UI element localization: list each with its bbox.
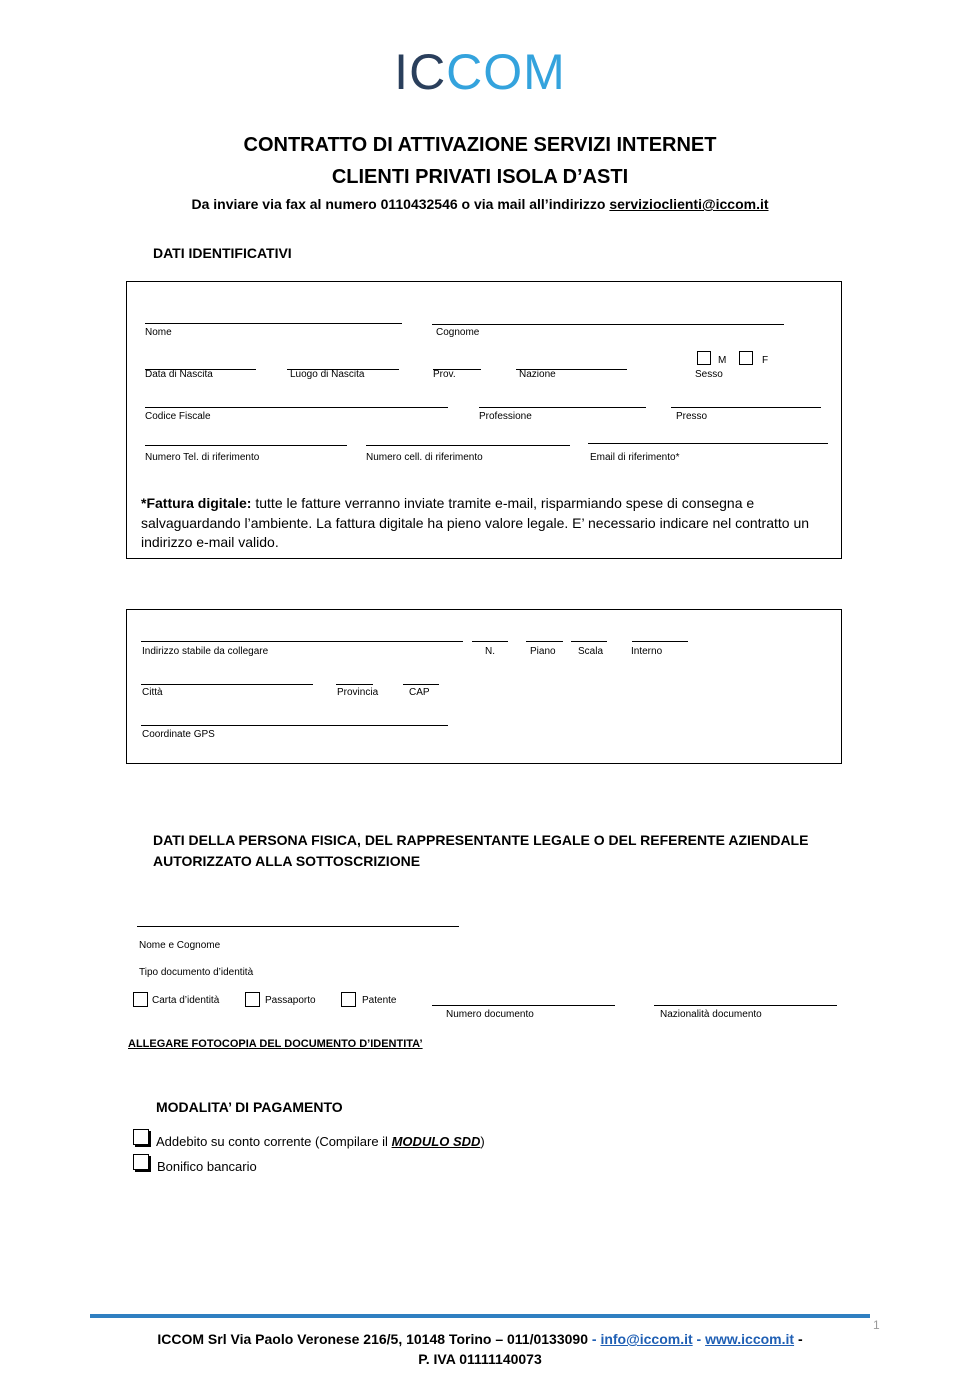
carta-identita-checkbox[interactable] (133, 992, 148, 1007)
addebito-conto-label (156, 1134, 485, 1149)
provincia-label: Provincia (337, 687, 379, 698)
subtitle-text: Da inviare via fax al numero 0110432546 o via mail all’indirizzo (191, 196, 610, 212)
cellulare-label: Numero cell. di riferimento (366, 452, 483, 463)
interno-field[interactable] (632, 641, 688, 642)
patente-label: Patente (362, 995, 397, 1006)
prov-label: Prov. (433, 369, 456, 380)
addebito-conto-checkbox[interactable] (133, 1129, 149, 1145)
indirizzo-label: Indirizzo stabile da collegare (142, 646, 269, 657)
numero-civico-field[interactable] (472, 641, 508, 642)
scala-label: Scala (578, 646, 604, 657)
nome-cognome-label: Nome e Cognome (139, 940, 221, 951)
bonifico-bancario-checkbox[interactable] (133, 1154, 149, 1170)
sesso-f-checkbox[interactable] (739, 351, 753, 365)
fattura-digitale-bold: *Fattura digitale: (141, 495, 252, 511)
subtitle-email-link[interactable]: servizioclienti@iccom.it (609, 196, 769, 212)
data-nascita-label: Data di Nascita (145, 369, 213, 380)
piano-label: Piano (530, 646, 556, 657)
nome-cognome-field[interactable] (137, 926, 459, 927)
professione-label: Professione (479, 411, 532, 422)
document-subtitle (0, 196, 960, 212)
footer-vat-number: P. IVA 01111140073 (418, 1351, 542, 1367)
cognome-field[interactable] (432, 324, 784, 325)
coordinate-gps-field[interactable] (141, 725, 448, 726)
modulo-sdd-link[interactable]: MODULO SDD (391, 1134, 481, 1149)
numero-civico-label: N. (485, 646, 495, 657)
numero-documento-field[interactable] (432, 1005, 615, 1006)
nazionalita-documento-label: Nazionalità documento (660, 1009, 762, 1020)
telefono-label: Numero Tel. di riferimento (145, 452, 260, 463)
document-title-line1: CONTRATTO DI ATTIVAZIONE SERVIZI INTERNET (243, 134, 717, 156)
footer-email-link[interactable]: info@iccom.it (600, 1331, 693, 1347)
email-label: Email di riferimento* (590, 452, 680, 463)
nome-label: Nome (145, 327, 172, 338)
coordinate-gps-label: Coordinate GPS (142, 729, 215, 740)
scala-field[interactable] (571, 641, 607, 642)
codice-fiscale-label: Codice Fiscale (145, 411, 211, 422)
bonifico-bancario-label: Bonifico bancario (157, 1159, 257, 1174)
sesso-m-checkbox[interactable] (697, 351, 711, 365)
sesso-f-label: F (762, 355, 769, 366)
footer-separator-2: - (692, 1331, 706, 1347)
nazionalita-documento-field[interactable] (654, 1005, 837, 1006)
codice-fiscale-field[interactable] (145, 407, 448, 408)
footer-trailing-dash: - (794, 1331, 803, 1347)
carta-identita-label: Carta d’identità (152, 995, 220, 1006)
section-heading-persona-line1: DATI DELLA PERSONA FISICA, DEL RAPPRESENTANTE LEGALE O DEL REFERENTE AZIENDALE (153, 832, 809, 848)
passaporto-label: Passaporto (265, 995, 316, 1006)
numero-documento-label: Numero documento (446, 1009, 534, 1020)
document-title-line2: CLIENTI PRIVATI ISOLA D’ASTI (331, 166, 629, 188)
allegare-fotocopia-notice: ALLEGARE FOTOCOPIA DEL DOCUMENTO D’IDENTITA’ (128, 1038, 423, 1050)
indirizzo-field[interactable] (141, 641, 463, 642)
presso-label: Presso (676, 411, 708, 422)
section-heading-persona-line2: AUTORIZZATO ALLA SOTTOSCRIZIONE (153, 853, 421, 869)
patente-checkbox[interactable] (341, 992, 356, 1007)
page-number: 1 (873, 1318, 880, 1332)
interno-label: Interno (631, 646, 663, 657)
logo-part-blue: COM (446, 44, 566, 100)
citta-label: Città (142, 687, 163, 698)
sesso-label: Sesso (695, 369, 723, 380)
citta-field[interactable] (141, 684, 313, 685)
professione-field[interactable] (479, 407, 646, 408)
telefono-field[interactable] (145, 445, 347, 446)
email-field[interactable] (588, 443, 828, 444)
fattura-digitale-text: tutte le fatture verranno inviate tramite e-mail, risparmiando spese di consegna e salvaguardando l’ambiente. La fattura digitale ha pieno valore legale. E’ necessario indicare nel contratto un indirizzo e-mail valido. (141, 495, 810, 550)
section-heading-pagamento: MODALITA’ DI PAGAMENTO (156, 1099, 343, 1115)
cognome-label: Cognome (436, 327, 480, 338)
cellulare-field[interactable] (366, 445, 570, 446)
addebito-conto-text: Addebito su conto corrente (Compilare il (156, 1134, 392, 1149)
tipo-documento-label: Tipo documento d’identità (139, 967, 254, 978)
logo-part-dark: IC (394, 44, 447, 100)
footer-line1 (0, 1331, 960, 1347)
cap-field[interactable] (403, 684, 439, 685)
presso-field[interactable] (671, 407, 821, 408)
piano-field[interactable] (526, 641, 563, 642)
footer-website-link[interactable]: www.iccom.it (705, 1331, 795, 1347)
luogo-nascita-label: Luogo di Nascita (290, 369, 365, 380)
footer-address: ICCOM Srl Via Paolo Veronese 216/5, 10148 Torino – 011/0133090 (157, 1331, 588, 1347)
provincia-field[interactable] (336, 684, 373, 685)
nazione-label: Nazione (519, 369, 556, 380)
passaporto-checkbox[interactable] (245, 992, 260, 1007)
fattura-digitale-note (141, 494, 827, 553)
sesso-m-label: M (718, 355, 727, 366)
section-heading-dati-identificativi: DATI IDENTIFICATIVI (153, 245, 292, 261)
cap-label: CAP (409, 687, 430, 698)
address-box (126, 609, 842, 764)
addebito-conto-close: ) (480, 1134, 485, 1149)
footer-separator-1: - (587, 1331, 601, 1347)
footer-divider (90, 1314, 870, 1318)
nome-field[interactable] (145, 323, 402, 324)
iccom-logo (0, 44, 960, 100)
